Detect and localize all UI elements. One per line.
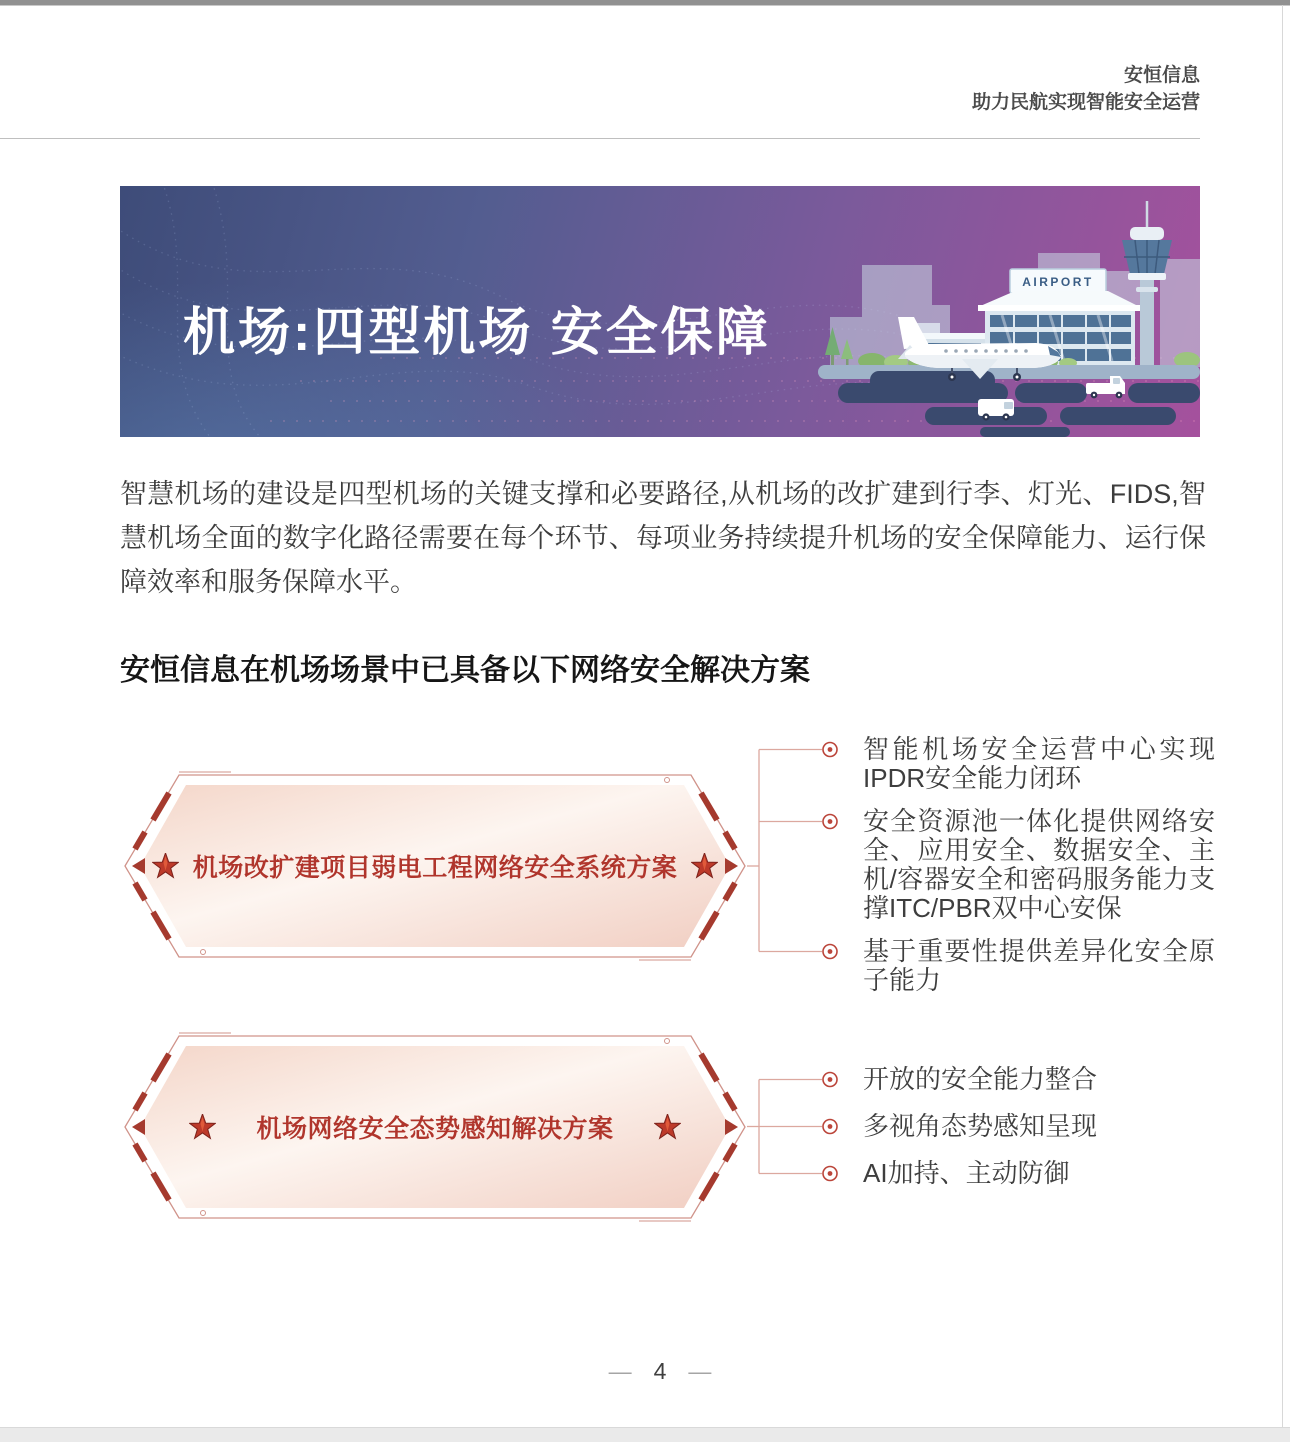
bullet-circle-icon xyxy=(823,1073,837,1181)
solution-points-2 xyxy=(863,1065,1215,1206)
bottom-page-strip xyxy=(0,1427,1290,1442)
solution-point: 开放的安全能力整合 xyxy=(863,1064,1098,1094)
bullet-circle-icon xyxy=(823,743,837,959)
page-dash: — xyxy=(688,1358,712,1384)
window-top-strip xyxy=(0,0,1290,6)
page-number: 4 xyxy=(653,1358,667,1384)
solution-point: 智能机场安全运营中心实现IPDR安全能力闭环 xyxy=(863,734,1215,793)
solution-point: 安全资源池一体化提供网络安全、应用安全、数据安全、主机/容器安全和密码服务能力支撑ITC/PBR双中心安保 xyxy=(863,806,1215,923)
airport-sign-label: AIRPORT xyxy=(1022,275,1094,289)
solution-badge-2 xyxy=(123,1032,747,1222)
badge-label: 机场改扩建项目弱电工程网络安全系统方案 xyxy=(192,854,678,882)
header-divider xyxy=(0,138,1200,139)
airport-illustration xyxy=(810,187,1200,437)
solution-point: AI加持、主动防御 xyxy=(863,1158,1070,1188)
star-icon xyxy=(152,853,179,880)
connector-lines-2 xyxy=(737,1070,847,1184)
star-icon xyxy=(654,1114,681,1141)
badge-label: 机场网络安全态势感知解决方案 xyxy=(256,1115,614,1143)
solution-point: 基于重要性提供差异化安全原子能力 xyxy=(863,936,1215,995)
star-icon xyxy=(691,853,718,880)
doc-header xyxy=(972,62,1200,116)
solution-point: 多视角态势感知呈现 xyxy=(863,1111,1098,1141)
banner-title: 机场:四型机场 安全保障 xyxy=(183,304,771,362)
page-number-footer xyxy=(120,1358,1200,1385)
star-icon xyxy=(189,1114,216,1141)
section-title: 安恒信息在机场场景中已具备以下网络安全解决方案 xyxy=(120,654,810,687)
intro-paragraph: 智慧机场的建设是四型机场的关键支撑和必要路径,从机场的改扩建到行李、灯光、FIDS,智慧机场全面的数字化路径需要在每个环节、每项业务持续提升机场的安全保障能力、运行保障效率和服务保障水平。 xyxy=(120,479,1206,597)
page-dash: — xyxy=(608,1358,632,1384)
solution-points-1 xyxy=(863,735,1215,1009)
company-name: 安恒信息 xyxy=(1123,65,1200,86)
header-tagline: 助力民航实现智能安全运营 xyxy=(971,92,1200,113)
connector-lines-1 xyxy=(737,740,847,962)
page-right-edge-line xyxy=(1282,5,1283,1428)
solution-badge-1 xyxy=(123,771,747,961)
hero-banner xyxy=(120,186,1200,437)
